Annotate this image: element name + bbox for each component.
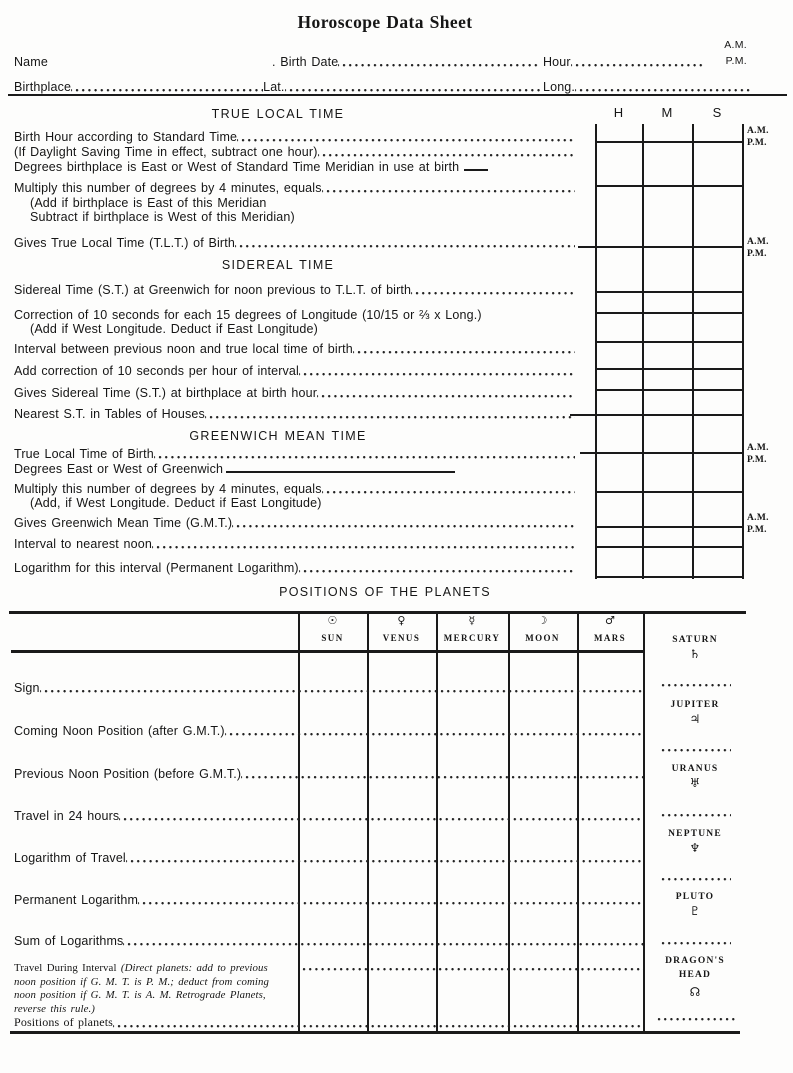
section-header-sidereal-time: SIDEREAL TIME xyxy=(221,258,335,272)
answer-blank xyxy=(659,804,731,819)
moon-column-header: MOON xyxy=(525,633,560,643)
travel-during-interval-note: Travel During Interval (Direct planets: add to previous noon position if G. M. T. is P. M.; deduct from coming noon position if G. M. T. is A. M. Retrograde Planets, reverse this rule.) xyxy=(14,962,270,1015)
table-row-log-of-travel: Logarithm of Travel xyxy=(14,850,643,865)
table-row-coming-noon: Coming Noon Position (after G.M.T.) xyxy=(14,723,643,738)
answer-blank xyxy=(353,341,575,356)
table-row-sum-of-logs: Sum of Logarithms xyxy=(14,933,643,948)
answer-blank xyxy=(322,481,575,496)
answer-blank xyxy=(241,766,643,781)
answer-blank xyxy=(152,536,575,551)
table-row-travel-24h: Travel in 24 hours xyxy=(14,808,643,823)
table-row-sign: Sign xyxy=(14,680,643,695)
answer-blank xyxy=(655,1008,737,1023)
form-line: Birth Hour according to Standard Time xyxy=(14,129,575,144)
form-line: Nearest S.T. in Tables of Houses xyxy=(14,406,575,421)
col-header-hours: H xyxy=(613,105,624,120)
col-header-seconds: S xyxy=(712,105,722,120)
moon-icon: ☽ xyxy=(537,614,548,627)
saturn-icon: ♄ xyxy=(689,647,701,661)
sun-icon: ☉ xyxy=(327,614,338,627)
neptune-icon: ♆ xyxy=(689,841,701,855)
birthplace-lat-row xyxy=(14,79,540,94)
jupiter-icon: ♃ xyxy=(689,712,701,726)
birthplace-label: Birthplace xyxy=(14,80,72,94)
answer-blank xyxy=(138,892,643,907)
birth-date-blank xyxy=(338,54,540,69)
form-line: Logarithm for this interval (Permanent Logarithm) xyxy=(14,560,575,575)
sun-column-header: SUN xyxy=(321,633,344,643)
form-line: (Add if birthplace is East of this Meridian xyxy=(30,196,267,210)
answer-blank xyxy=(40,680,643,695)
form-line: Add correction of 10 seconds per hour of interval xyxy=(14,363,575,378)
birth-date-label: . Birth Date xyxy=(272,55,339,69)
answer-blank xyxy=(411,282,575,297)
jupiter-label: JUPITER xyxy=(670,700,720,710)
long-field xyxy=(543,79,750,94)
answer-blank xyxy=(659,932,731,947)
answer-blank xyxy=(659,739,731,754)
answer-blank xyxy=(659,868,731,883)
answer-line xyxy=(464,169,488,171)
form-line: Interval between previous noon and true local time of birth xyxy=(14,341,575,356)
mercury-icon: ☿ xyxy=(468,614,476,627)
pluto-icon: ♇ xyxy=(689,904,701,918)
lat-label: Lat. xyxy=(263,80,285,94)
section-header-positions-of-planets: POSITIONS OF THE PLANETS xyxy=(279,585,491,599)
neptune-label: NEPTUNE xyxy=(668,829,722,839)
hour-field xyxy=(543,54,705,69)
section-header-greenwich-mean-time: GREENWICH MEAN TIME xyxy=(189,429,367,443)
birthplace-blank xyxy=(71,79,263,94)
form-line: Degrees East or West of Greenwich xyxy=(14,461,455,476)
pluto-label: PLUTO xyxy=(675,892,715,902)
section-header-true-local-time: TRUE LOCAL TIME xyxy=(211,107,345,121)
am-pm-label: A.M. P.M. xyxy=(747,237,769,259)
am-pm-label: A.M. P.M. xyxy=(747,126,769,148)
answer-blank xyxy=(205,406,575,421)
dragons-head-icon: ☊ xyxy=(689,985,701,999)
answer-blank xyxy=(659,674,731,689)
form-line: (Add, if West Longitude. Deduct if East Longitude) xyxy=(30,496,322,510)
birth-date-field xyxy=(272,54,540,69)
header-rule xyxy=(8,94,787,96)
answer-blank xyxy=(299,363,575,378)
mars-icon: ♂ xyxy=(604,614,615,627)
form-line: (Add if West Longitude. Deduct if East Longitude) xyxy=(30,322,318,336)
uranus-icon: ♅ xyxy=(689,776,701,790)
hour-label: Hour xyxy=(543,55,571,69)
mars-column-header: MARS xyxy=(593,633,627,643)
form-line: Gives Sidereal Time (S.T.) at birthplace at birth hour xyxy=(14,385,575,400)
pm-label-top: P.M. xyxy=(725,55,747,67)
form-line: Multiply this number of degrees by 4 minutes, equals xyxy=(14,180,575,195)
table-row-permanent-log: Permanent Logarithm xyxy=(14,892,643,907)
saturn-label: SATURN xyxy=(672,635,718,645)
form-line: Correction of 10 seconds for each 15 degrees of Longitude (10/15 or ⅔ x Long.) xyxy=(14,308,482,322)
answer-blank xyxy=(235,235,575,250)
venus-column-header: VENUS xyxy=(382,633,421,643)
answer-blank xyxy=(113,1015,643,1030)
answer-blank xyxy=(318,144,575,159)
form-line: Interval to nearest noon xyxy=(14,536,575,551)
mercury-column-header: MERCURY xyxy=(443,633,501,643)
lat-blank xyxy=(285,79,540,94)
am-pm-label: A.M. P.M. xyxy=(747,513,769,535)
uranus-label: URANUS xyxy=(671,764,719,774)
answer-blank xyxy=(225,723,643,738)
name-field xyxy=(14,54,134,69)
answer-blank xyxy=(126,850,643,865)
form-line: Gives Greenwich Mean Time (G.M.T.) xyxy=(14,515,575,530)
table-row-positions-of-planets: Positions of planets xyxy=(14,1015,643,1030)
page-title: Horoscope Data Sheet xyxy=(297,12,473,32)
form-line: (If Daylight Saving Time in effect, subtract one hour) xyxy=(14,144,575,159)
form-line: Subtract if birthplace is West of this Meridian) xyxy=(30,210,295,224)
answer-blank xyxy=(299,560,575,575)
name-label: Name xyxy=(14,55,48,69)
answer-blank xyxy=(317,385,575,400)
am-pm-label: A.M. P.M. xyxy=(747,443,769,465)
long-label: Long. xyxy=(543,80,576,94)
answer-line xyxy=(226,471,455,473)
form-line: Multiply this number of degrees by 4 minutes, equals xyxy=(14,481,575,496)
form-line: True Local Time of Birth xyxy=(14,446,575,461)
dragons-head-label: DRAGON'S HEAD xyxy=(665,956,725,980)
hour-blank xyxy=(571,54,705,69)
answer-blank xyxy=(123,933,643,948)
answer-blank xyxy=(232,515,575,530)
venus-icon: ♀ xyxy=(397,614,406,627)
table-row-previous-noon: Previous Noon Position (before G.M.T.) xyxy=(14,766,643,781)
answer-blank xyxy=(300,958,643,973)
answer-blank xyxy=(119,808,643,823)
answer-blank xyxy=(154,446,575,461)
form-line: Gives True Local Time (T.L.T.) of Birth xyxy=(14,235,575,250)
form-line: Sidereal Time (S.T.) at Greenwich for noon previous to T.L.T. of birth xyxy=(14,282,575,297)
am-label-top: A.M. xyxy=(724,39,747,51)
form-line: Degrees birthplace is East or West of Standard Time Meridian in use at birth xyxy=(14,159,580,174)
long-blank xyxy=(575,79,750,94)
answer-blank xyxy=(322,180,575,195)
answer-blank xyxy=(237,129,575,144)
col-header-minutes: M xyxy=(661,105,673,120)
